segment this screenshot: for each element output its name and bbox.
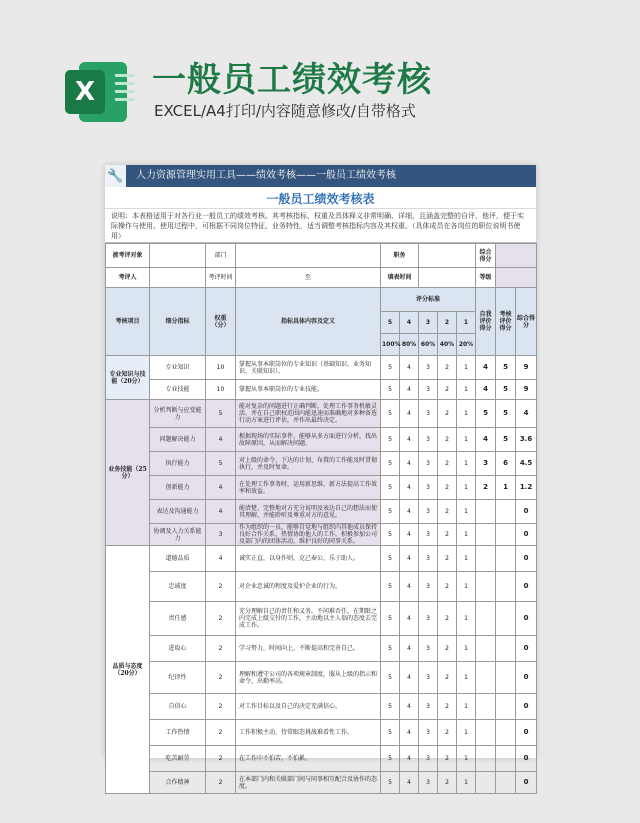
total-score-cell: 0: [516, 500, 537, 524]
score-level-cell: 3: [419, 636, 438, 662]
self-score-cell[interactable]: [476, 720, 496, 746]
score-level-cell: 4: [400, 746, 419, 772]
evaluation-table: [105, 243, 537, 794]
hero-title: 一般员工绩效考核: [152, 60, 432, 100]
review-score-cell[interactable]: [496, 746, 516, 772]
category-cell: 专业知识与技能（20分）: [106, 356, 150, 400]
score-level-cell: 4: [400, 400, 419, 428]
score-percent-header: 60%: [419, 334, 438, 356]
total-score-cell: 0: [516, 602, 537, 636]
sheet-header: [105, 165, 536, 187]
self-score-cell[interactable]: 3: [476, 452, 496, 476]
review-score-cell[interactable]: [496, 500, 516, 524]
table-row: [106, 356, 537, 380]
score-level-cell: 1: [457, 694, 476, 720]
weight-cell: 2: [206, 746, 236, 772]
score-level-cell: 5: [381, 400, 400, 428]
dept-label: 部门: [206, 244, 236, 268]
score-level-cell: 5: [381, 772, 400, 794]
score-level-cell: 5: [381, 428, 400, 452]
review-score-cell[interactable]: 5: [496, 400, 516, 428]
total-score-cell: 0: [516, 636, 537, 662]
score-level-cell: 3: [419, 772, 438, 794]
score-level-cell: 1: [457, 524, 476, 546]
score-level-cell: 3: [419, 746, 438, 772]
self-score-cell[interactable]: 4: [476, 428, 496, 452]
score-level-cell: 4: [400, 428, 419, 452]
weight-cell: 4: [206, 546, 236, 572]
table-row: [106, 524, 537, 546]
score-level-cell: 4: [400, 636, 419, 662]
score-level-cell: 1: [457, 476, 476, 500]
self-score-cell[interactable]: [476, 500, 496, 524]
score-level-header: 3: [419, 312, 438, 334]
definition-cell: 能对复杂的问题进行正确判断，处理工作事务机敏灵活，并在自己职权范围内能迅速而准确地对多种备选行动方案进行评估，并作出最终决定。: [236, 400, 381, 428]
indicator-cell: 道德品质: [150, 546, 206, 572]
score-level-cell: 5: [381, 746, 400, 772]
self-score-cell[interactable]: [476, 546, 496, 572]
score-percent-header: 40%: [438, 334, 457, 356]
col-self-score: 自我评价得分: [476, 288, 496, 356]
name-label: 被考评对象: [106, 244, 150, 268]
score-level-cell: 5: [381, 524, 400, 546]
position-value[interactable]: [419, 244, 476, 268]
score-level-cell: 3: [419, 572, 438, 602]
review-score-cell[interactable]: [496, 602, 516, 636]
score-level-cell: 2: [438, 452, 457, 476]
col-weight: 权重（分）: [206, 288, 236, 356]
review-score-cell[interactable]: [496, 720, 516, 746]
total-score-cell: 0: [516, 662, 537, 694]
definition-cell: 充分理解自己的责任和义务，不问难否任，在期限之内完成上级交付的工作，主动地以主人翁的态度去完成工作。: [236, 602, 381, 636]
weight-cell: 3: [206, 524, 236, 546]
score-level-cell: 4: [400, 572, 419, 602]
definition-cell: 对上级的命令、下达的计划、布置的工作能及时贯彻执行，并及时复命。: [236, 452, 381, 476]
name-value[interactable]: [150, 244, 206, 268]
score-level-cell: 2: [438, 356, 457, 380]
indicator-cell: 专业技能: [150, 380, 206, 400]
indicator-cell: 协调及人力关系能力: [150, 524, 206, 546]
col-indicator: 细分指标: [150, 288, 206, 356]
score-level-cell: 3: [419, 428, 438, 452]
self-score-cell[interactable]: 2: [476, 476, 496, 500]
indicator-cell: 表达及沟通能力: [150, 500, 206, 524]
total-score-cell: 9: [516, 356, 537, 380]
weight-cell: 2: [206, 720, 236, 746]
total-score-cell: 3.6: [516, 428, 537, 452]
score-level-cell: 1: [457, 400, 476, 428]
definition-cell: 作为组织的一员，能够自觉地与组织内其他成员保持良好合作关系，热情协助他人的工作，积极参加公司及部门内的团体活动，维护良好的同事关系。: [236, 524, 381, 546]
score-level-cell: 3: [419, 452, 438, 476]
definition-cell: 理解和遵守公司的各项规章制度，服从上级的指示和命令，出勤率高。: [236, 662, 381, 694]
score-level-header: 1: [457, 312, 476, 334]
score-level-cell: 3: [419, 546, 438, 572]
review-score-cell[interactable]: 6: [496, 452, 516, 476]
definition-cell: 掌握从事本职岗位的专业技能。: [236, 380, 381, 400]
score-level-cell: 2: [438, 546, 457, 572]
weight-cell: 2: [206, 602, 236, 636]
score-level-cell: 3: [419, 694, 438, 720]
total-score-cell: 0: [516, 746, 537, 772]
indicator-cell: 纪律性: [150, 662, 206, 694]
score-level-cell: 2: [438, 636, 457, 662]
fill-date-value[interactable]: [419, 268, 476, 288]
score-level-cell: 1: [457, 746, 476, 772]
weight-cell: 2: [206, 772, 236, 794]
score-level-cell: 2: [438, 720, 457, 746]
score-level-cell: 4: [400, 500, 419, 524]
review-score-cell[interactable]: 1: [496, 476, 516, 500]
score-level-cell: 2: [438, 602, 457, 636]
score-percent-header: 100%: [381, 334, 400, 356]
weight-cell: 2: [206, 572, 236, 602]
score-level-cell: 1: [457, 546, 476, 572]
definition-cell: 在本部门内和关联部门间与同事相互配合及协作的态度。: [236, 772, 381, 794]
score-level-cell: 1: [457, 356, 476, 380]
definition-cell: 学习努力，时间向上，不断提高和完善自己。: [236, 636, 381, 662]
score-level-cell: 2: [438, 476, 457, 500]
table-row: [106, 546, 537, 572]
score-level-cell: 2: [438, 746, 457, 772]
total-score-cell: 0: [516, 720, 537, 746]
total-label: 综合得分: [476, 244, 496, 268]
table-row: [106, 694, 537, 720]
review-score-cell[interactable]: [496, 572, 516, 602]
category-cell: 品质与态度（20分）: [106, 546, 150, 794]
review-score-cell[interactable]: [496, 546, 516, 572]
score-level-cell: 5: [381, 380, 400, 400]
indicator-cell: 创新能力: [150, 476, 206, 500]
score-level-cell: 5: [381, 694, 400, 720]
definition-cell: 掌握从事本职岗位的专业知识（基础知识、业务知识、关联知识）。: [236, 356, 381, 380]
table-row: [106, 720, 537, 746]
definition-cell: 对企业忠诚的程度及爱护企业的行为。: [236, 572, 381, 602]
score-level-cell: 3: [419, 524, 438, 546]
score-level-cell: 1: [457, 380, 476, 400]
score-level-cell: 4: [400, 452, 419, 476]
score-level-cell: 5: [381, 546, 400, 572]
definition-cell: 根据现场的实际事件，能够从多方面进行分析，找出故障原因，从而解决问题。: [236, 428, 381, 452]
reviewer-label: 考评人: [106, 268, 150, 288]
total-score-cell: 0: [516, 546, 537, 572]
score-level-cell: 4: [400, 602, 419, 636]
score-level-cell: 3: [419, 500, 438, 524]
review-score-cell[interactable]: [496, 662, 516, 694]
total-score-cell: 0: [516, 694, 537, 720]
score-level-cell: 1: [457, 500, 476, 524]
indicator-cell: 问题解决能力: [150, 428, 206, 452]
score-level-cell: 4: [400, 380, 419, 400]
score-level-cell: 5: [381, 452, 400, 476]
indicator-cell: 执行能力: [150, 452, 206, 476]
total-score-cell: 1.2: [516, 476, 537, 500]
self-score-cell[interactable]: [476, 772, 496, 794]
table-row: [106, 772, 537, 794]
col-review-score: 考核评价得分: [496, 288, 516, 356]
hero-banner: [0, 0, 640, 150]
score-level-cell: 3: [419, 476, 438, 500]
total-score-cell: 0: [516, 772, 537, 794]
score-level-cell: 3: [419, 400, 438, 428]
sheet-header-title: 人力资源管理实用工具——绩效考核——一般员工绩效考核: [136, 170, 396, 181]
indicator-cell: 专业知识: [150, 356, 206, 380]
score-level-header: 2: [438, 312, 457, 334]
score-level-cell: 4: [400, 356, 419, 380]
self-score-cell[interactable]: 4: [476, 356, 496, 380]
score-level-cell: 3: [419, 380, 438, 400]
spreadsheet-preview: [105, 165, 536, 790]
indicator-cell: 自信心: [150, 694, 206, 720]
score-level-cell: 1: [457, 602, 476, 636]
score-level-cell: 1: [457, 662, 476, 694]
total-score-cell: 4.5: [516, 452, 537, 476]
score-level-cell: 1: [457, 428, 476, 452]
table-row: [106, 662, 537, 694]
score-level-cell: 5: [381, 720, 400, 746]
review-score-cell[interactable]: [496, 636, 516, 662]
table-row: [106, 602, 537, 636]
score-level-cell: 4: [400, 524, 419, 546]
score-level-cell: 2: [438, 380, 457, 400]
col-project: 考核项目: [106, 288, 150, 356]
col-standard: 评分标准: [381, 288, 476, 312]
period-to: 至: [236, 268, 381, 288]
table-row: [106, 428, 537, 452]
definition-cell: 工作积极主动，待常眼态挑战难看性工作。: [236, 720, 381, 746]
table-row: [106, 380, 537, 400]
category-cell: 业务技能（25分）: [106, 400, 150, 546]
score-level-header: 5: [381, 312, 400, 334]
excel-logo-icon: [65, 62, 127, 122]
indicator-cell: 吃苦耐劳: [150, 746, 206, 772]
score-level-cell: 4: [400, 694, 419, 720]
self-score-cell[interactable]: [476, 602, 496, 636]
score-level-cell: 3: [419, 356, 438, 380]
definition-cell: 对工作目标以及自己的决定充满信心。: [236, 694, 381, 720]
review-score-cell[interactable]: 5: [496, 356, 516, 380]
score-level-cell: 2: [438, 500, 457, 524]
table-row: [106, 500, 537, 524]
score-level-cell: 2: [438, 694, 457, 720]
score-level-cell: 5: [381, 602, 400, 636]
total-score-cell: 0: [516, 524, 537, 546]
score-level-cell: 4: [400, 546, 419, 572]
dept-value[interactable]: [236, 244, 381, 268]
self-score-cell[interactable]: [476, 572, 496, 602]
score-level-cell: 5: [381, 636, 400, 662]
score-level-cell: 2: [438, 572, 457, 602]
definition-cell: 诚实正直，以身作则，克己奉公，乐于助人。: [236, 546, 381, 572]
total-score-cell: 0: [516, 572, 537, 602]
self-score-cell[interactable]: [476, 662, 496, 694]
score-level-cell: 2: [438, 772, 457, 794]
score-level-cell: 5: [381, 500, 400, 524]
self-score-cell[interactable]: [476, 524, 496, 546]
score-level-cell: 1: [457, 772, 476, 794]
grade-value[interactable]: [496, 268, 537, 288]
position-label: 职务: [381, 244, 419, 268]
indicator-cell: 忠诚度: [150, 572, 206, 602]
score-level-cell: 2: [438, 662, 457, 694]
self-score-cell[interactable]: 5: [476, 400, 496, 428]
table-row: [106, 746, 537, 772]
weight-cell: 2: [206, 694, 236, 720]
review-score-cell[interactable]: 5: [496, 428, 516, 452]
score-level-cell: 5: [381, 476, 400, 500]
indicator-cell: 合作精神: [150, 772, 206, 794]
wrench-icon: 🔧: [105, 165, 127, 187]
score-level-cell: 5: [381, 572, 400, 602]
weight-cell: 10: [206, 356, 236, 380]
score-level-cell: 2: [438, 428, 457, 452]
score-level-header: 4: [400, 312, 419, 334]
weight-cell: 10: [206, 380, 236, 400]
score-percent-header: 80%: [400, 334, 419, 356]
review-score-cell[interactable]: [496, 694, 516, 720]
indicator-cell: 责任感: [150, 602, 206, 636]
weight-cell: 2: [206, 662, 236, 694]
score-level-cell: 4: [400, 476, 419, 500]
description-text: 说明：本表格适用于对各行业一般员工的绩效考核。其考核指标、权重及具体释义非常明确、详细，且涵盖完整的自评、他评，便于实际操作与使用。使用过程中，可根据不同岗位特征、业务特性，适当调整考核指标内容及其权重。（具体成员在各岗位的职位说明书使用）: [105, 209, 536, 243]
weight-cell: 4: [206, 428, 236, 452]
self-score-cell[interactable]: [476, 746, 496, 772]
col-definition: 指标具体内容及定义: [236, 288, 381, 356]
fill-date-label: 填表时间: [381, 268, 419, 288]
self-score-cell[interactable]: [476, 636, 496, 662]
score-level-cell: 1: [457, 636, 476, 662]
score-level-cell: 2: [438, 400, 457, 428]
reviewer-value[interactable]: [150, 268, 206, 288]
grade-label: 等级: [476, 268, 496, 288]
document-title: 一般员工绩效考核表: [105, 187, 536, 209]
definition-cell: 能清楚、完整地对方充分说明及表达自己的想法而使其理解，并能聆听及尊重对方的意见。: [236, 500, 381, 524]
definition-cell: 在处理工作事务时，运用新思维、新方法提高工作效率和效益。: [236, 476, 381, 500]
score-level-cell: 4: [400, 720, 419, 746]
total-score-cell: 9: [516, 380, 537, 400]
weight-cell: 5: [206, 452, 236, 476]
score-level-cell: 1: [457, 572, 476, 602]
table-row: [106, 452, 537, 476]
score-percent-header: 20%: [457, 334, 476, 356]
weight-cell: 2: [206, 636, 236, 662]
review-score-cell[interactable]: 5: [496, 380, 516, 400]
weight-cell: 5: [206, 400, 236, 428]
table-row: [106, 636, 537, 662]
indicator-cell: 进取心: [150, 636, 206, 662]
period-label: 考评时间: [206, 268, 236, 288]
score-level-cell: 2: [438, 524, 457, 546]
table-row: [106, 476, 537, 500]
excel-logo-letter: X: [65, 70, 105, 114]
score-level-cell: 1: [457, 452, 476, 476]
score-level-cell: 5: [381, 356, 400, 380]
col-total-score: 综合得分: [516, 288, 537, 356]
score-level-cell: 4: [400, 662, 419, 694]
score-level-cell: 3: [419, 602, 438, 636]
score-level-cell: 4: [400, 772, 419, 794]
score-level-cell: 3: [419, 662, 438, 694]
hero-subtitle: EXCEL/A4打印/内容随意修改/自带格式: [154, 102, 416, 120]
score-level-cell: 1: [457, 720, 476, 746]
self-score-cell[interactable]: [476, 694, 496, 720]
total-score-cell: 4: [516, 400, 537, 428]
review-score-cell[interactable]: [496, 524, 516, 546]
table-row: [106, 400, 537, 428]
total-value[interactable]: [496, 244, 537, 268]
definition-cell: 在工作中不怕苦，不怕累。: [236, 746, 381, 772]
self-score-cell[interactable]: 4: [476, 380, 496, 400]
indicator-cell: 分析判断与应变能力: [150, 400, 206, 428]
score-level-cell: 3: [419, 720, 438, 746]
indicator-cell: 工作热情: [150, 720, 206, 746]
review-score-cell[interactable]: [496, 772, 516, 794]
score-level-cell: 5: [381, 662, 400, 694]
weight-cell: 4: [206, 500, 236, 524]
weight-cell: 4: [206, 476, 236, 500]
table-row: [106, 572, 537, 602]
